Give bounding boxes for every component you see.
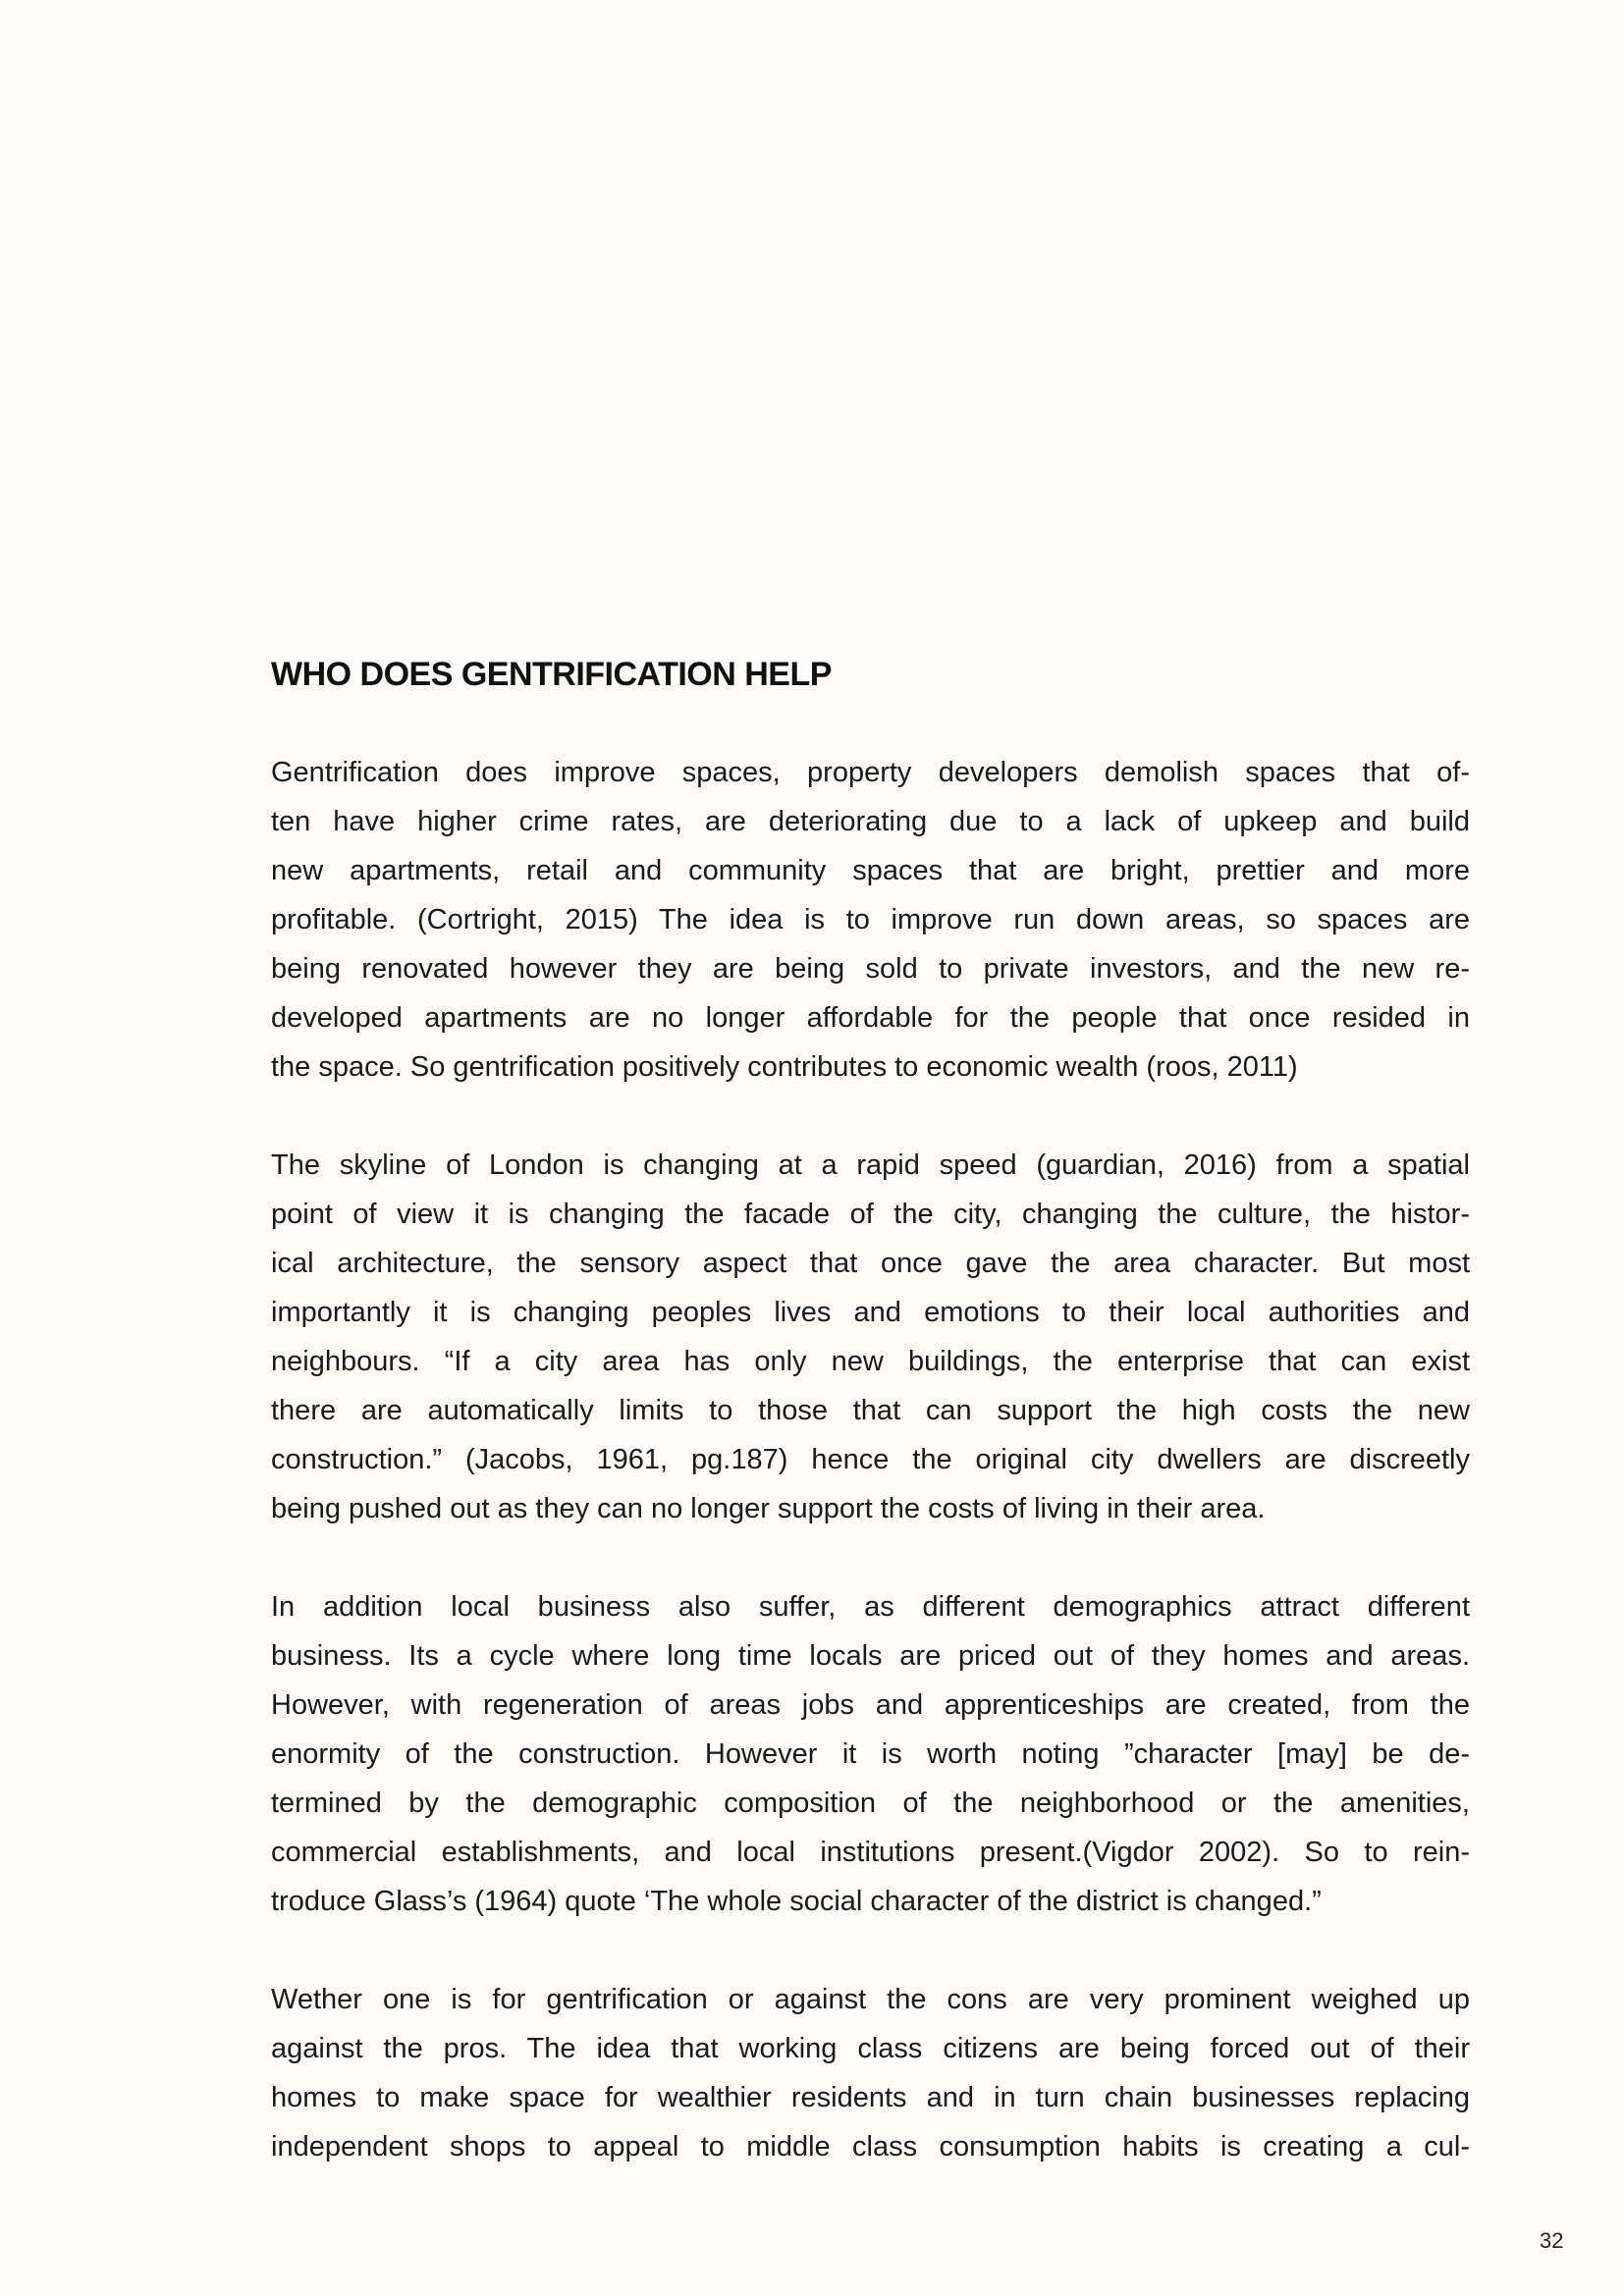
paragraph [271, 1582, 1470, 1926]
text-line: The skyline of London is changing at a rapid speed (guardian, 2016) from a spatial [271, 1149, 1470, 1181]
text-line: In addition local business also suffer, as different demographics attract different [271, 1591, 1470, 1623]
text-line: termined by the demographic composition of the neighborhood or the amenities, [271, 1788, 1470, 1819]
text-line: the space. So gentrification positively contributes to economic wealth (roos, 2011) [271, 1051, 1298, 1083]
text-line: troduce Glass’s (1964) quote ‘The whole social character of the district is changed.” [271, 1886, 1322, 1917]
text-line: construction.” (Jacobs, 1961, pg.187) hence the original city dwellers are discreetly [271, 1444, 1470, 1475]
text-line: independent shops to appeal to middle class consumption habits is creating a cul- [271, 2131, 1470, 2163]
paragraph [271, 1141, 1470, 1533]
text-line: business. Its a cycle where long time locals are priced out of they homes and areas. [271, 1640, 1470, 1672]
text-line: Gentrification does improve spaces, property developers demolish spaces that of- [271, 757, 1470, 788]
text-line: being renovated however they are being sold to private investors, and the new re- [271, 953, 1470, 985]
paragraph [271, 748, 1470, 1092]
text-line: enormity of the construction. However it is worth noting ”character [may] be de- [271, 1738, 1470, 1770]
paragraph [271, 1975, 1470, 2171]
text-line: Wether one is for gentrification or against the cons are very prominent weighed up [271, 1984, 1470, 2015]
text-line: However, with regeneration of areas jobs and apprenticeships are created, from the [271, 1689, 1470, 1721]
text-line: against the pros. The idea that working class citizens are being forced out of their [271, 2033, 1470, 2064]
text-line: importantly it is changing peoples lives and emotions to their local authorities and [271, 1297, 1470, 1328]
text-line: homes to make space for wealthier residents and in turn chain businesses replacing [271, 2082, 1470, 2113]
body-text [271, 748, 1470, 2220]
text-line: point of view it is changing the facade of the city, changing the culture, the histor- [271, 1199, 1470, 1230]
text-line: new apartments, retail and community spaces that are bright, prettier and more [271, 855, 1470, 886]
text-line: commercial establishments, and local institutions present.(Vigdor 2002). So to rein- [271, 1837, 1470, 1868]
section-heading: WHO DOES GENTRIFICATION HELP [271, 656, 832, 693]
text-line: profitable. (Cortright, 2015) The idea is to improve run down areas, so spaces are [271, 904, 1470, 935]
text-line: being pushed out as they can no longer support the costs of living in their area. [271, 1493, 1266, 1524]
text-line: developed apartments are no longer affordable for the people that once resided in [271, 1002, 1470, 1034]
text-line: neighbours. “If a city area has only new buildings, the enterprise that can exist [271, 1346, 1470, 1377]
text-line: there are automatically limits to those that can support the high costs the new [271, 1395, 1470, 1426]
text-line: ten have higher crime rates, are deteriorating due to a lack of upkeep and build [271, 806, 1470, 837]
page-number: 32 [1540, 2228, 1564, 2253]
text-line: ical architecture, the sensory aspect that once gave the area character. But most [271, 1248, 1470, 1279]
